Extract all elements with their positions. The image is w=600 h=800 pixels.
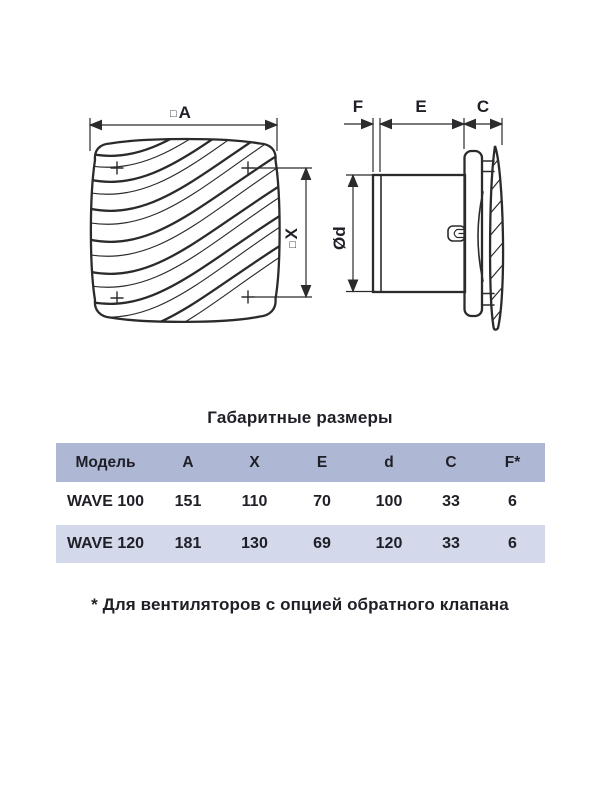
value-cell: 130 bbox=[241, 535, 268, 552]
wave-line bbox=[76, 253, 286, 347]
dimension-F-label: F bbox=[352, 97, 364, 116]
wave-line bbox=[76, 119, 286, 211]
value-cell: 6 bbox=[508, 535, 517, 552]
wave-line bbox=[76, 150, 286, 242]
dimension-C-label: C bbox=[476, 97, 490, 116]
screw-mark bbox=[242, 291, 254, 303]
dimension-F bbox=[344, 97, 380, 172]
dimension-X bbox=[254, 168, 312, 297]
value-cell: 6 bbox=[508, 493, 517, 510]
dimension-C bbox=[464, 97, 502, 145]
column-header-x: X bbox=[249, 453, 260, 471]
dimension-A-label: □ A bbox=[170, 103, 191, 122]
dimension-E bbox=[380, 97, 464, 149]
front-panel-edge bbox=[488, 146, 507, 344]
value-cell: 120 bbox=[375, 535, 403, 552]
value-cell: 70 bbox=[313, 493, 331, 510]
table-header-row bbox=[56, 443, 545, 482]
dimensions-table bbox=[56, 443, 545, 563]
cable-clip bbox=[448, 226, 465, 241]
table-title: Габаритные размеры bbox=[207, 408, 393, 427]
model-cell: WAVE 120 bbox=[66, 535, 145, 552]
column-header-model: Модель bbox=[75, 453, 136, 471]
value-cell: 110 bbox=[241, 493, 268, 510]
value-cell: 69 bbox=[313, 535, 331, 552]
dimension-E-label: E bbox=[415, 97, 427, 116]
table-row bbox=[56, 525, 545, 563]
value-cell: 33 bbox=[442, 535, 460, 552]
mounting-plate bbox=[465, 151, 483, 316]
table-footnote: * Для вентиляторов с опцией обратного клапана bbox=[91, 595, 509, 614]
value-cell: 181 bbox=[174, 535, 202, 552]
value-cell: 100 bbox=[375, 493, 403, 510]
screw-mark bbox=[111, 162, 123, 174]
column-header-c: C bbox=[445, 453, 457, 471]
dimension-X-label: □X bbox=[282, 228, 301, 248]
column-header-d: d bbox=[384, 453, 394, 471]
dimension-d-label: Ød bbox=[330, 226, 349, 250]
table-row bbox=[56, 482, 545, 522]
column-header-a: A bbox=[182, 453, 194, 471]
value-cell: 33 bbox=[442, 493, 460, 510]
dimension-d bbox=[330, 175, 376, 292]
value-cell: 151 bbox=[174, 493, 202, 510]
wave-line bbox=[76, 212, 286, 304]
wave-line bbox=[76, 182, 286, 274]
column-header-e: E bbox=[316, 453, 328, 471]
column-header-f: F* bbox=[504, 453, 521, 471]
side-view bbox=[330, 97, 507, 344]
duct-body bbox=[373, 175, 465, 292]
front-view bbox=[76, 64, 312, 347]
model-cell: WAVE 100 bbox=[66, 493, 145, 510]
technical-drawing bbox=[0, 0, 600, 372]
